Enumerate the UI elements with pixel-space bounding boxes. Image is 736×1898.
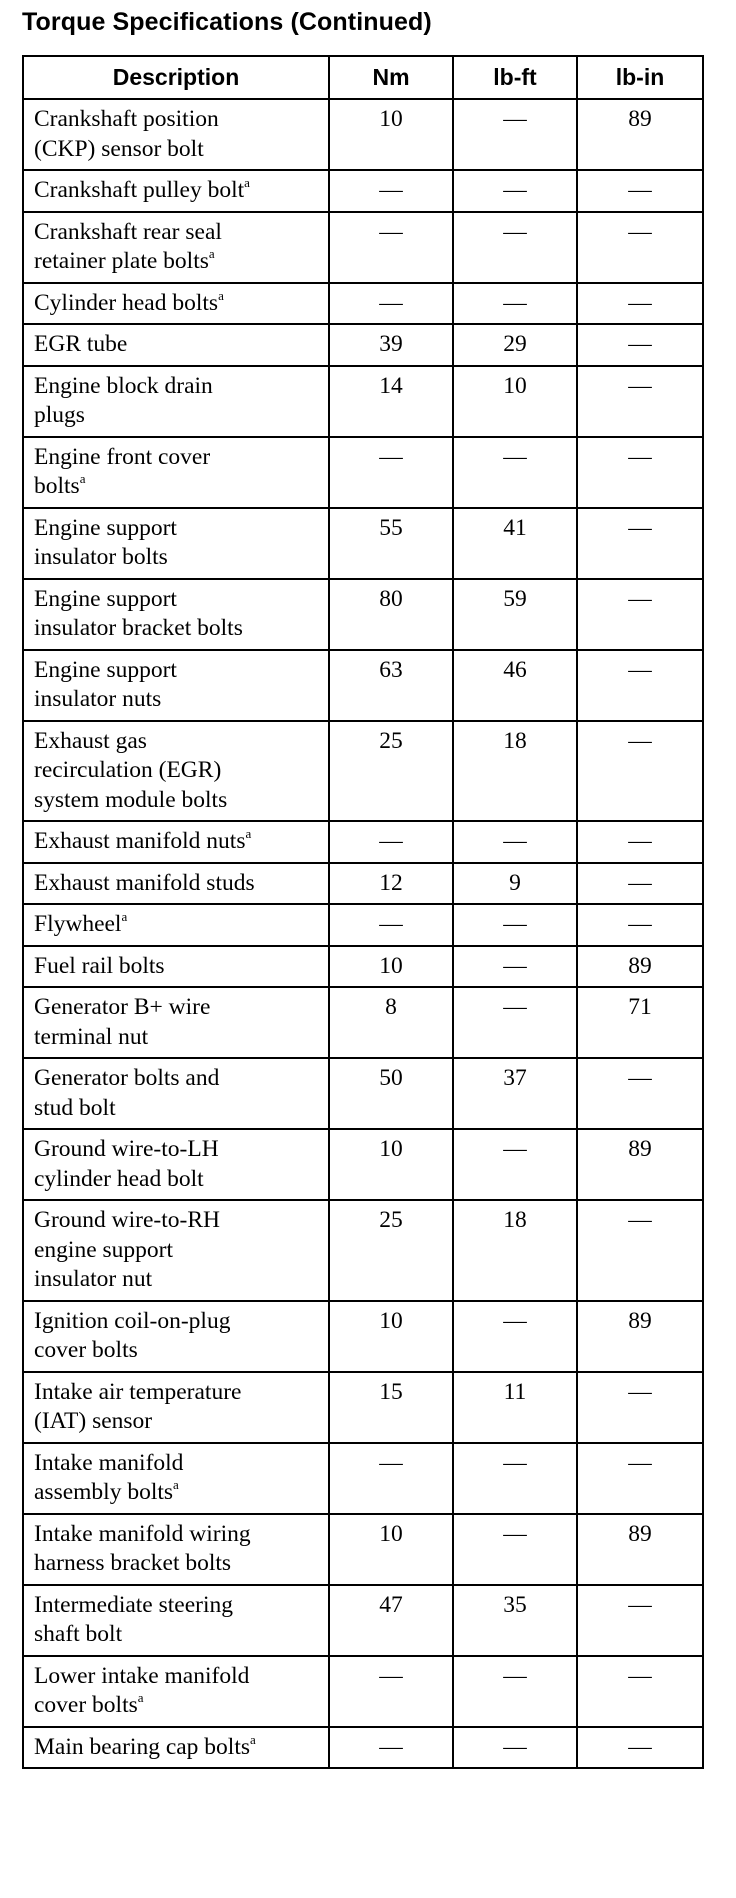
footnote-marker: a <box>244 175 250 190</box>
table-row <box>23 212 703 283</box>
description-line: harness bracket bolts <box>34 1550 232 1576</box>
cell-lbin: — <box>577 579 703 650</box>
description-line: Fuel rail bolts <box>34 952 165 979</box>
description-line: Exhaust gas <box>34 727 147 754</box>
cell-description <box>23 1129 329 1200</box>
table-row <box>23 99 703 170</box>
table-row <box>23 324 703 366</box>
cell-lbft: 59 <box>453 579 577 650</box>
table-row <box>23 1585 703 1656</box>
cell-lbft: — <box>453 946 577 988</box>
cell-nm: — <box>329 821 453 863</box>
cell-nm: 10 <box>329 99 453 170</box>
description-line: cover bolts <box>34 1337 138 1363</box>
table-row <box>23 1372 703 1443</box>
cell-nm: — <box>329 1727 453 1769</box>
cell-nm: 50 <box>329 1058 453 1129</box>
description-line: Crankshaft pulley bolt <box>34 177 245 203</box>
cell-nm: — <box>329 283 453 325</box>
cell-lbin: 89 <box>577 946 703 988</box>
description-line: Crankshaft rear seal <box>34 218 222 245</box>
cell-lbft: 11 <box>453 1372 577 1443</box>
cell-description <box>23 579 329 650</box>
header-description: Description <box>23 56 329 99</box>
cell-lbft: 41 <box>453 508 577 579</box>
description-line: Generator B+ wire <box>34 994 211 1020</box>
cell-lbft: 18 <box>453 721 577 822</box>
cell-lbft: 10 <box>453 366 577 437</box>
cell-lbin: — <box>577 1443 703 1514</box>
table-row <box>23 579 703 650</box>
cell-nm: 25 <box>329 1200 453 1301</box>
footnote-marker: a <box>121 909 128 924</box>
table-row <box>23 721 703 822</box>
footnote-marker: a <box>173 1477 179 1492</box>
cell-description <box>23 821 329 863</box>
table-row <box>23 1129 703 1200</box>
description-line: stud bolt <box>34 1094 116 1121</box>
description-line: Engine support <box>34 656 177 683</box>
cell-lbft: — <box>453 212 577 283</box>
cell-lbin: — <box>577 1200 703 1301</box>
table-row <box>23 1514 703 1585</box>
description-line: Main bearing cap bolts <box>34 1733 251 1760</box>
cell-lbin: — <box>577 1585 703 1656</box>
cell-lbft: 9 <box>453 863 577 905</box>
description-line: recirculation (EGR) <box>34 757 222 783</box>
table-row <box>23 904 703 946</box>
cell-lbin: — <box>577 1372 703 1443</box>
description-line: EGR tube <box>34 331 128 357</box>
cell-nm: 39 <box>329 324 453 366</box>
description-line: insulator bracket bolts <box>34 615 243 641</box>
description-line: Intake air temperature <box>34 1378 242 1405</box>
description-line: Intake manifold <box>34 1449 184 1476</box>
cell-description <box>23 1656 329 1727</box>
cell-lbin: — <box>577 366 703 437</box>
cell-lbin: — <box>577 324 703 366</box>
cell-lbin: — <box>577 650 703 721</box>
cell-lbft: 18 <box>453 1200 577 1301</box>
description-line: bolts <box>34 473 80 499</box>
table-row <box>23 283 703 325</box>
cell-description <box>23 863 329 905</box>
table-row <box>23 946 703 988</box>
description-line: insulator bolts <box>34 544 168 570</box>
description-line: Intake manifold wiring <box>34 1520 251 1547</box>
cell-description <box>23 99 329 170</box>
cell-lbft: — <box>453 987 577 1058</box>
description-line: Cylinder head bolts <box>34 289 219 316</box>
footnote-marker: a <box>208 246 215 261</box>
header-lbft: lb-ft <box>453 56 577 99</box>
torque-spec-table <box>22 55 704 1769</box>
cell-nm: — <box>329 212 453 283</box>
table-row <box>23 1301 703 1372</box>
description-line: Ground wire-to-LH <box>34 1136 219 1162</box>
table-row <box>23 987 703 1058</box>
footnote-marker: a <box>250 1731 256 1747</box>
cell-nm: 55 <box>329 508 453 579</box>
cell-description <box>23 1301 329 1372</box>
description-line: Ground wire-to-RH <box>34 1207 221 1233</box>
cell-lbft: 29 <box>453 324 577 366</box>
table-row <box>23 1656 703 1727</box>
cell-lbft: — <box>453 1129 577 1200</box>
cell-lbin: 71 <box>577 987 703 1058</box>
cell-lbin: — <box>577 283 703 325</box>
table-row <box>23 1443 703 1514</box>
cell-lbin: — <box>577 170 703 212</box>
cell-description <box>23 987 329 1058</box>
cell-lbin: — <box>577 437 703 508</box>
description-line: Engine support <box>34 514 177 541</box>
cell-lbin: — <box>577 721 703 822</box>
footnote-marker: a <box>218 287 224 303</box>
cell-nm: 8 <box>329 987 453 1058</box>
table-row <box>23 1727 703 1769</box>
cell-nm: 10 <box>329 1129 453 1200</box>
header-lbin: lb-in <box>577 56 703 99</box>
cell-description <box>23 283 329 325</box>
cell-description <box>23 1514 329 1585</box>
cell-lbft: — <box>453 99 577 170</box>
cell-nm: — <box>329 170 453 212</box>
cell-description <box>23 721 329 822</box>
cell-lbin: 89 <box>577 99 703 170</box>
cell-lbin: — <box>577 863 703 905</box>
cell-description <box>23 1058 329 1129</box>
cell-description <box>23 1443 329 1514</box>
cell-description <box>23 212 329 283</box>
cell-lbft: — <box>453 1656 577 1727</box>
description-line: (IAT) sensor <box>34 1408 153 1434</box>
cell-nm: — <box>329 904 453 946</box>
description-line: cylinder head bolt <box>34 1165 204 1192</box>
table-row <box>23 170 703 212</box>
description-line: system module bolts <box>34 786 228 813</box>
cell-lbft: 35 <box>453 1585 577 1656</box>
cell-lbin: — <box>577 821 703 863</box>
description-line: assembly bolts <box>34 1479 174 1505</box>
description-line: (CKP) sensor bolt <box>34 135 204 162</box>
footnote-marker: a <box>137 1690 144 1705</box>
cell-nm: — <box>329 437 453 508</box>
cell-description <box>23 324 329 366</box>
cell-nm: 10 <box>329 1301 453 1372</box>
cell-lbin: — <box>577 1058 703 1129</box>
cell-nm: 25 <box>329 721 453 822</box>
description-line: insulator nuts <box>34 686 162 712</box>
description-line: Intermediate steering <box>34 1591 234 1618</box>
table-row <box>23 1058 703 1129</box>
cell-nm: — <box>329 1656 453 1727</box>
description-line: insulator nut <box>34 1266 153 1292</box>
cell-lbft: — <box>453 1727 577 1769</box>
cell-lbft: — <box>453 1443 577 1514</box>
cell-nm: 10 <box>329 1514 453 1585</box>
cell-lbin: 89 <box>577 1514 703 1585</box>
cell-lbft: — <box>453 1514 577 1585</box>
cell-description <box>23 1372 329 1443</box>
cell-nm: 63 <box>329 650 453 721</box>
cell-lbin: 89 <box>577 1129 703 1200</box>
description-line: Ignition coil-on-plug <box>34 1307 231 1334</box>
cell-nm: 14 <box>329 366 453 437</box>
table-row <box>23 821 703 863</box>
cell-lbft: 37 <box>453 1058 577 1129</box>
cell-lbin: — <box>577 508 703 579</box>
cell-description <box>23 366 329 437</box>
table-row <box>23 863 703 905</box>
description-line: Crankshaft position <box>34 106 219 132</box>
cell-description <box>23 946 329 988</box>
cell-lbft: — <box>453 283 577 325</box>
table-row <box>23 437 703 508</box>
description-line: Lower intake manifold <box>34 1662 250 1689</box>
cell-lbin: — <box>577 1656 703 1727</box>
cell-description <box>23 1585 329 1656</box>
cell-lbin: — <box>577 904 703 946</box>
cell-nm: 47 <box>329 1585 453 1656</box>
cell-lbft: 46 <box>453 650 577 721</box>
cell-nm: 10 <box>329 946 453 988</box>
cell-description <box>23 1200 329 1301</box>
cell-nm: 15 <box>329 1372 453 1443</box>
cell-lbft: — <box>453 1301 577 1372</box>
table-body <box>23 99 703 1768</box>
description-line: retainer plate bolts <box>34 248 209 274</box>
page-title: Torque Specifications (Continued) <box>22 8 432 36</box>
cell-lbin: — <box>577 1727 703 1769</box>
table-row <box>23 650 703 721</box>
description-line: Generator bolts and <box>34 1065 220 1091</box>
header-nm: Nm <box>329 56 453 99</box>
description-line: Exhaust manifold nuts <box>34 828 246 854</box>
cell-nm: — <box>329 1443 453 1514</box>
table-row <box>23 1200 703 1301</box>
cell-description <box>23 437 329 508</box>
cell-nm: 12 <box>329 863 453 905</box>
cell-lbin: — <box>577 212 703 283</box>
cell-description <box>23 904 329 946</box>
table-row <box>23 366 703 437</box>
cell-description <box>23 170 329 212</box>
cell-lbin: 89 <box>577 1301 703 1372</box>
footnote-marker: a <box>245 826 252 841</box>
description-line: shaft bolt <box>34 1621 123 1647</box>
footnote-marker: a <box>79 471 86 486</box>
description-line: Engine front cover <box>34 443 211 470</box>
description-line: plugs <box>34 402 85 428</box>
cell-lbft: — <box>453 821 577 863</box>
cell-nm: 80 <box>329 579 453 650</box>
cell-lbft: — <box>453 904 577 946</box>
description-line: Engine support <box>34 585 177 612</box>
cell-description <box>23 508 329 579</box>
description-line: cover bolts <box>34 1692 138 1718</box>
cell-description <box>23 1727 329 1769</box>
table-row <box>23 508 703 579</box>
cell-lbft: — <box>453 170 577 212</box>
description-line: Engine block drain <box>34 372 213 399</box>
description-line: engine support <box>34 1236 174 1263</box>
cell-lbft: — <box>453 437 577 508</box>
description-line: terminal nut <box>34 1023 149 1050</box>
cell-description <box>23 650 329 721</box>
description-line: Flywheel <box>34 911 122 937</box>
table-header-row <box>23 56 703 99</box>
description-line: Exhaust manifold studs <box>34 869 255 896</box>
